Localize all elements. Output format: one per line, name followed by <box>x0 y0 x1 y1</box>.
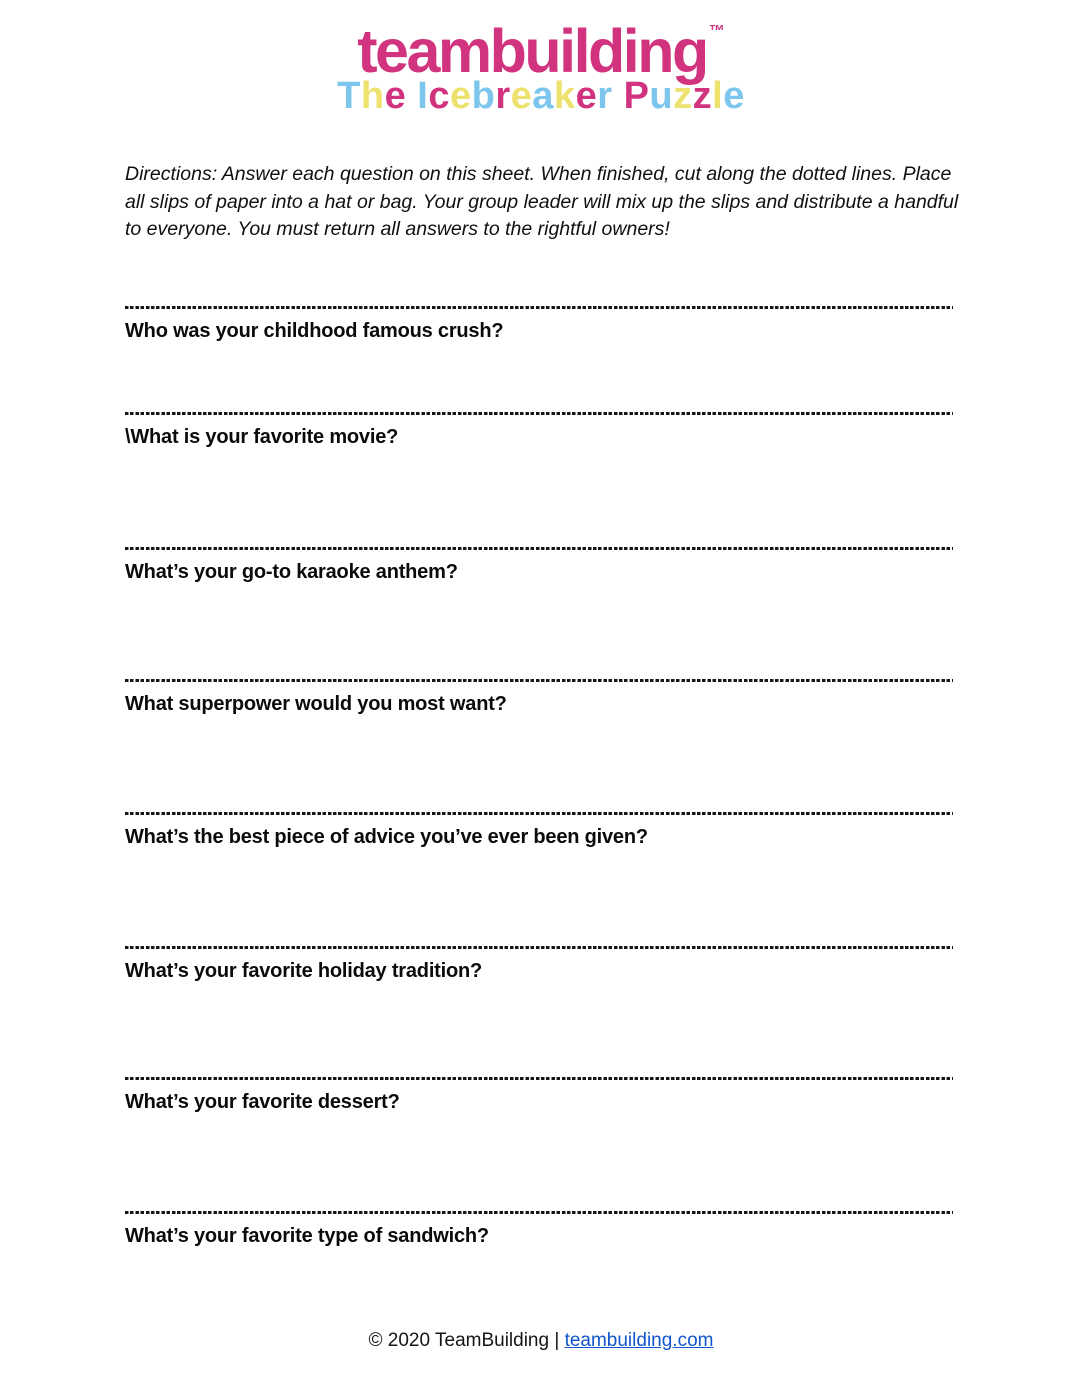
subtitle-letter: P <box>623 75 650 117</box>
question-text: What’s the best piece of advice you’ve ever been given? <box>125 826 648 848</box>
subtitle-letter: r <box>495 75 511 117</box>
question-text: What’s your favorite type of sandwich? <box>125 1225 489 1247</box>
cut-section <box>125 679 953 716</box>
trademark-symbol: ™ <box>708 23 725 40</box>
subtitle-letter: I <box>417 75 429 117</box>
subtitle-letter: z <box>673 75 693 117</box>
directions-paragraph: Directions: Answer each question on this sheet. When finished, cut along the dotted lines. Place all slips of paper into a hat or bag. Your group leader will mix up the slips and distribute a handful to everyone. You must return all answers to the rightful owners! <box>125 163 959 240</box>
question-text: What’s your go-to karaoke anthem? <box>125 561 458 583</box>
subtitle-letter: c <box>428 75 450 117</box>
cut-section <box>125 1077 953 1114</box>
subtitle-letter: l <box>712 75 724 117</box>
cut-section <box>125 547 953 584</box>
brand-logo-text: teambuilding <box>357 17 707 85</box>
dotted-cut-line <box>125 1211 953 1214</box>
page-subtitle <box>0 74 1082 118</box>
question-text: What’s your favorite holiday tradition? <box>125 960 483 982</box>
cut-section <box>125 946 953 983</box>
subtitle-letter: k <box>553 75 576 117</box>
dotted-cut-line <box>125 679 953 682</box>
subtitle-letter: e <box>449 75 472 117</box>
brand-logo <box>0 0 1082 83</box>
question-text: Who was your childhood famous crush? <box>125 320 504 342</box>
dotted-cut-line <box>125 306 953 309</box>
footer <box>0 1330 1082 1352</box>
subtitle-letter: h <box>360 75 385 117</box>
subtitle-letter <box>406 75 417 117</box>
subtitle-letter: u <box>649 75 674 117</box>
dotted-cut-line <box>125 547 953 550</box>
subtitle-letter: z <box>692 75 713 117</box>
dotted-cut-line <box>125 412 953 415</box>
subtitle-letter: T <box>337 75 361 117</box>
dotted-cut-line <box>125 946 953 949</box>
subtitle-letter: e <box>723 75 745 117</box>
question-text: \What is your favorite movie? <box>125 426 399 448</box>
cut-section <box>125 306 953 343</box>
subtitle-letter: a <box>532 75 554 117</box>
cut-section <box>125 1211 953 1248</box>
cut-section <box>125 412 953 449</box>
subtitle-letter: e <box>384 75 407 117</box>
footer-link[interactable]: teambuilding.com <box>564 1330 714 1351</box>
dotted-cut-line <box>125 812 953 815</box>
subtitle-letter: b <box>471 75 496 117</box>
question-text: What’s your favorite dessert? <box>125 1091 400 1113</box>
footer-copyright: © 2020 TeamBuilding | <box>368 1330 565 1351</box>
dotted-cut-line <box>125 1077 953 1080</box>
cut-section <box>125 812 953 849</box>
subtitle-letter: e <box>510 75 533 117</box>
subtitle-letter: e <box>575 75 598 117</box>
subtitle-letter <box>613 75 624 117</box>
question-text: What superpower would you most want? <box>125 693 507 715</box>
subtitle-letter: r <box>597 75 613 117</box>
